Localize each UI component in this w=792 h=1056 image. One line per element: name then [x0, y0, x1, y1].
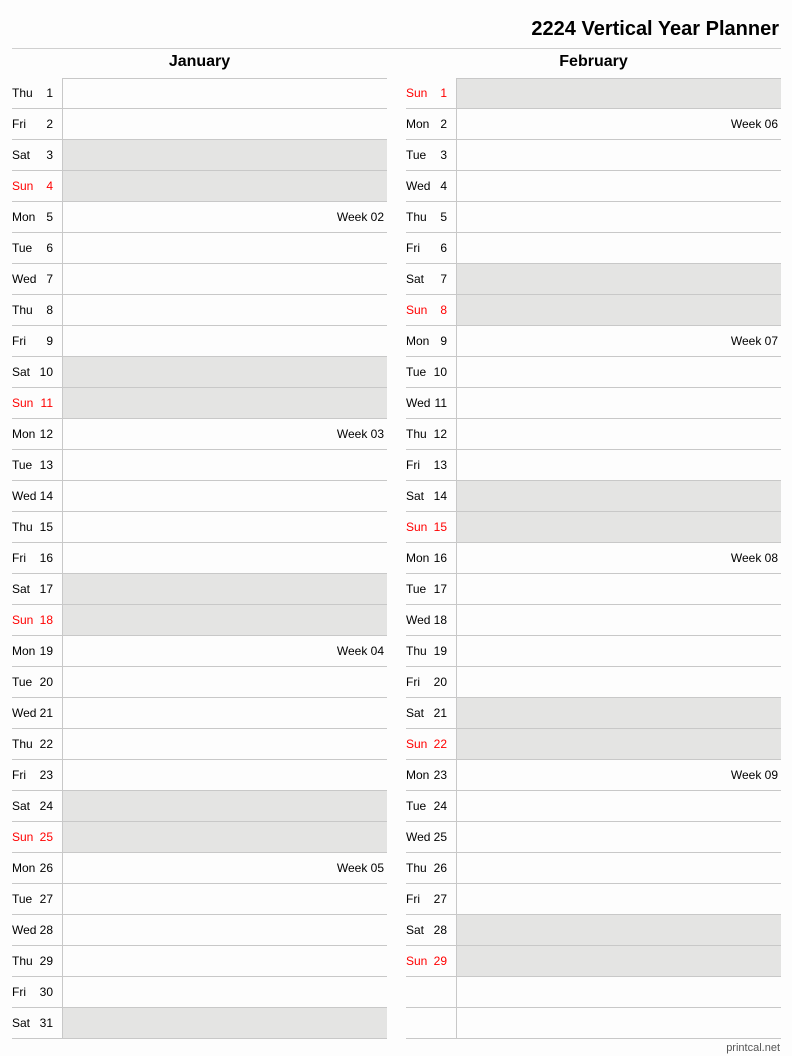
day-number: 8 [46, 303, 53, 317]
day-number: 4 [440, 179, 447, 193]
day-note-cell[interactable] [456, 915, 781, 945]
day-of-week: Sat [12, 1016, 31, 1030]
day-number: 1 [440, 86, 447, 100]
day-row [12, 543, 387, 574]
day-of-week: Wed [12, 923, 37, 937]
day-note-cell[interactable] [62, 543, 387, 573]
day-note-cell[interactable] [456, 202, 781, 232]
day-note-cell[interactable] [62, 915, 387, 945]
day-note-cell[interactable] [62, 729, 387, 759]
day-note-cell[interactable] [62, 140, 387, 170]
day-row [406, 791, 781, 822]
day-number: 22 [433, 737, 447, 751]
day-of-week: Sun [12, 179, 34, 193]
day-row [406, 202, 781, 233]
page-title: 2224 Vertical Year Planner [531, 18, 779, 40]
day-row [12, 357, 387, 388]
day-of-week: Tue [12, 675, 33, 689]
day-number: 20 [433, 675, 447, 689]
day-of-week: Wed [406, 179, 431, 193]
day-note-cell[interactable] [62, 295, 387, 325]
day-note-cell[interactable] [456, 78, 781, 108]
day-note-cell[interactable] [62, 636, 387, 666]
day-row [406, 140, 781, 171]
day-of-week: Fri [12, 768, 26, 782]
day-row [12, 574, 387, 605]
day-of-week: Fri [12, 117, 26, 131]
day-note-cell[interactable] [456, 450, 781, 480]
day-note-cell[interactable] [456, 760, 781, 790]
day-note-cell[interactable] [62, 388, 387, 418]
day-number: 14 [433, 489, 447, 503]
day-row [12, 202, 387, 233]
day-row [406, 698, 781, 729]
day-number: 2 [440, 117, 447, 131]
day-row [12, 171, 387, 202]
day-row [12, 1008, 387, 1039]
day-number: 22 [39, 737, 53, 751]
day-note-cell[interactable] [456, 977, 781, 1007]
day-of-week: Tue [406, 365, 427, 379]
day-row [406, 667, 781, 698]
day-of-week: Sat [12, 582, 31, 596]
week-label: Week 09 [730, 768, 778, 782]
day-row [12, 605, 387, 636]
day-note-cell[interactable] [62, 822, 387, 852]
week-label: Week 03 [336, 427, 384, 441]
day-number: 30 [39, 985, 53, 999]
day-of-week: Sat [406, 706, 425, 720]
day-row [406, 326, 781, 357]
day-number: 8 [440, 303, 447, 317]
day-of-week: Sat [12, 365, 31, 379]
day-row [12, 78, 387, 109]
day-number: 1 [46, 86, 53, 100]
day-row [406, 729, 781, 760]
week-label: Week 02 [336, 210, 384, 224]
day-of-week: Sun [406, 303, 428, 317]
day-of-week: Mon [12, 861, 36, 875]
day-note-cell[interactable] [62, 853, 387, 883]
day-note-cell[interactable] [456, 574, 781, 604]
day-row [406, 1008, 781, 1039]
day-of-week: Wed [406, 396, 431, 410]
day-of-week: Sat [406, 272, 425, 286]
day-note-cell[interactable] [456, 884, 781, 914]
day-note-cell[interactable] [456, 946, 781, 976]
day-row [406, 605, 781, 636]
day-number: 18 [433, 613, 447, 627]
day-row [12, 233, 387, 264]
day-note-cell[interactable] [62, 233, 387, 263]
day-number: 12 [39, 427, 53, 441]
day-row [12, 264, 387, 295]
day-of-week: Sat [12, 799, 31, 813]
day-number: 26 [433, 861, 447, 875]
day-of-week: Wed [406, 830, 431, 844]
day-of-week: Tue [406, 799, 427, 813]
month-header-january: January [168, 53, 231, 70]
day-of-week: Thu [406, 644, 427, 658]
day-row [12, 977, 387, 1008]
day-row [12, 636, 387, 667]
day-number: 17 [39, 582, 53, 596]
day-number: 31 [39, 1016, 53, 1030]
day-number: 17 [433, 582, 447, 596]
day-number: 23 [433, 768, 447, 782]
day-of-week: Wed [12, 489, 37, 503]
day-of-week: Tue [406, 148, 427, 162]
day-row [12, 760, 387, 791]
day-note-cell[interactable] [62, 326, 387, 356]
day-number: 14 [39, 489, 53, 503]
day-note-cell[interactable] [62, 419, 387, 449]
day-of-week: Thu [12, 86, 33, 100]
day-note-cell[interactable] [456, 388, 781, 418]
day-of-week: Thu [12, 303, 33, 317]
week-label: Week 04 [336, 644, 384, 658]
day-note-cell[interactable] [456, 822, 781, 852]
day-row [12, 729, 387, 760]
day-row [406, 822, 781, 853]
day-of-week: Sun [406, 737, 428, 751]
day-row [12, 667, 387, 698]
day-number: 10 [39, 365, 53, 379]
day-of-week: Tue [12, 241, 33, 255]
day-of-week: Fri [12, 985, 26, 999]
day-row [12, 946, 387, 977]
day-of-week: Mon [12, 644, 36, 658]
day-note-cell[interactable] [62, 884, 387, 914]
day-row [406, 171, 781, 202]
day-note-cell[interactable] [456, 419, 781, 449]
week-label: Week 07 [730, 334, 778, 348]
day-of-week: Sun [406, 86, 428, 100]
day-row [406, 636, 781, 667]
day-of-week: Sat [12, 148, 31, 162]
day-of-week: Wed [12, 272, 37, 286]
day-note-cell[interactable] [62, 450, 387, 480]
day-note-cell[interactable] [62, 698, 387, 728]
day-note-cell[interactable] [456, 512, 781, 542]
day-of-week: Mon [406, 768, 430, 782]
day-number: 16 [433, 551, 447, 565]
day-row [406, 512, 781, 543]
day-of-week: Sun [12, 396, 34, 410]
day-number: 23 [39, 768, 53, 782]
day-of-week: Thu [406, 427, 427, 441]
day-of-week: Thu [12, 737, 33, 751]
day-note-cell[interactable] [62, 1008, 387, 1038]
day-number: 27 [39, 892, 53, 906]
day-row [406, 977, 781, 1008]
day-row [12, 512, 387, 543]
day-row [12, 481, 387, 512]
day-note-cell[interactable] [62, 171, 387, 201]
week-label: Week 05 [336, 861, 384, 875]
day-note-cell[interactable] [456, 295, 781, 325]
day-of-week: Sun [406, 954, 428, 968]
day-row [12, 853, 387, 884]
day-of-week: Fri [406, 892, 420, 906]
day-of-week: Fri [406, 241, 420, 255]
day-note-cell[interactable] [62, 605, 387, 635]
day-note-cell[interactable] [456, 1008, 781, 1038]
day-number: 11 [40, 396, 53, 410]
day-row [12, 140, 387, 171]
day-number: 20 [39, 675, 53, 689]
day-row [12, 915, 387, 946]
day-number: 2 [46, 117, 53, 131]
day-number: 29 [39, 954, 53, 968]
day-of-week: Sun [12, 613, 34, 627]
day-note-cell[interactable] [456, 357, 781, 387]
day-of-week: Thu [406, 861, 427, 875]
day-number: 11 [434, 396, 447, 410]
day-number: 18 [39, 613, 53, 627]
day-note-cell[interactable] [62, 357, 387, 387]
day-row [406, 109, 781, 140]
day-of-week: Fri [406, 458, 420, 472]
day-note-cell[interactable] [62, 78, 387, 108]
day-number: 13 [39, 458, 53, 472]
day-note-cell[interactable] [456, 171, 781, 201]
day-note-cell[interactable] [62, 481, 387, 511]
day-row [406, 543, 781, 574]
day-row [406, 388, 781, 419]
day-number: 5 [440, 210, 447, 224]
day-of-week: Fri [12, 334, 26, 348]
day-number: 29 [433, 954, 447, 968]
day-of-week: Mon [12, 210, 36, 224]
day-of-week: Thu [406, 210, 427, 224]
day-number: 28 [39, 923, 53, 937]
week-label: Week 08 [730, 551, 778, 565]
day-row [12, 791, 387, 822]
day-note-cell[interactable] [62, 667, 387, 697]
day-of-week: Thu [12, 954, 33, 968]
day-row [406, 78, 781, 109]
day-note-cell[interactable] [456, 605, 781, 635]
day-row [12, 326, 387, 357]
day-number: 21 [433, 706, 447, 720]
day-row [12, 698, 387, 729]
month-column-january [12, 78, 387, 1039]
day-number: 27 [433, 892, 447, 906]
day-number: 28 [433, 923, 447, 937]
day-row [406, 357, 781, 388]
day-number: 10 [433, 365, 447, 379]
day-note-cell[interactable] [62, 760, 387, 790]
day-row [12, 450, 387, 481]
day-row [406, 915, 781, 946]
day-number: 19 [39, 644, 53, 658]
day-of-week: Mon [406, 551, 430, 565]
day-of-week: Wed [12, 706, 37, 720]
day-note-cell[interactable] [62, 202, 387, 232]
day-of-week: Tue [12, 892, 33, 906]
day-number: 15 [433, 520, 447, 534]
day-note-cell[interactable] [456, 853, 781, 883]
day-number: 7 [46, 272, 53, 286]
day-note-cell[interactable] [456, 481, 781, 511]
day-row [406, 946, 781, 977]
day-number: 24 [39, 799, 53, 813]
day-row [406, 419, 781, 450]
day-row [12, 884, 387, 915]
day-note-cell[interactable] [456, 729, 781, 759]
day-number: 6 [46, 241, 53, 255]
day-note-cell[interactable] [62, 946, 387, 976]
grid-line [456, 78, 781, 79]
day-row [12, 295, 387, 326]
day-note-cell[interactable] [456, 667, 781, 697]
day-number: 4 [46, 179, 53, 193]
grid-line [62, 78, 387, 79]
day-row [406, 760, 781, 791]
day-row [12, 109, 387, 140]
day-number: 21 [39, 706, 53, 720]
week-label: Week 06 [730, 117, 778, 131]
day-number: 9 [46, 334, 53, 348]
day-of-week: Mon [406, 334, 430, 348]
day-of-week: Sat [406, 923, 425, 937]
footer-credit: printcal.net [726, 1042, 780, 1054]
day-number: 19 [433, 644, 447, 658]
month-header-february: February [559, 53, 628, 70]
day-row [406, 574, 781, 605]
day-number: 25 [39, 830, 53, 844]
month-column-february [406, 78, 781, 1039]
day-of-week: Sat [406, 489, 425, 503]
day-note-cell[interactable] [456, 264, 781, 294]
day-note-cell[interactable] [62, 977, 387, 1007]
day-number: 12 [433, 427, 447, 441]
day-row [12, 419, 387, 450]
day-note-cell[interactable] [456, 326, 781, 356]
day-row [406, 481, 781, 512]
day-of-week: Tue [12, 458, 33, 472]
day-number: 5 [46, 210, 53, 224]
day-number: 16 [39, 551, 53, 565]
day-of-week: Sun [406, 520, 428, 534]
day-row [12, 388, 387, 419]
day-number: 6 [440, 241, 447, 255]
day-row [406, 853, 781, 884]
day-number: 25 [433, 830, 447, 844]
day-number: 3 [46, 148, 53, 162]
day-note-cell[interactable] [456, 543, 781, 573]
day-note-cell[interactable] [62, 512, 387, 542]
day-row [406, 295, 781, 326]
day-number: 3 [440, 148, 447, 162]
day-note-cell[interactable] [456, 791, 781, 821]
day-row [406, 884, 781, 915]
day-row [12, 822, 387, 853]
day-note-cell[interactable] [62, 109, 387, 139]
day-note-cell[interactable] [456, 636, 781, 666]
day-row [406, 233, 781, 264]
day-note-cell[interactable] [62, 574, 387, 604]
day-row [406, 264, 781, 295]
day-number: 13 [433, 458, 447, 472]
day-note-cell[interactable] [62, 791, 387, 821]
day-note-cell[interactable] [62, 264, 387, 294]
day-of-week: Mon [12, 427, 36, 441]
day-of-week: Fri [12, 551, 26, 565]
day-number: 15 [39, 520, 53, 534]
day-number: 24 [433, 799, 447, 813]
day-note-cell[interactable] [456, 140, 781, 170]
day-number: 7 [440, 272, 447, 286]
title-divider [12, 48, 781, 49]
day-note-cell[interactable] [456, 698, 781, 728]
day-number: 26 [39, 861, 53, 875]
day-of-week: Thu [12, 520, 33, 534]
day-of-week: Mon [406, 117, 430, 131]
day-row [406, 450, 781, 481]
day-of-week: Tue [406, 582, 427, 596]
day-of-week: Wed [406, 613, 431, 627]
day-number: 9 [440, 334, 447, 348]
day-note-cell[interactable] [456, 233, 781, 263]
day-of-week: Sun [12, 830, 34, 844]
day-of-week: Fri [406, 675, 420, 689]
day-note-cell[interactable] [456, 109, 781, 139]
